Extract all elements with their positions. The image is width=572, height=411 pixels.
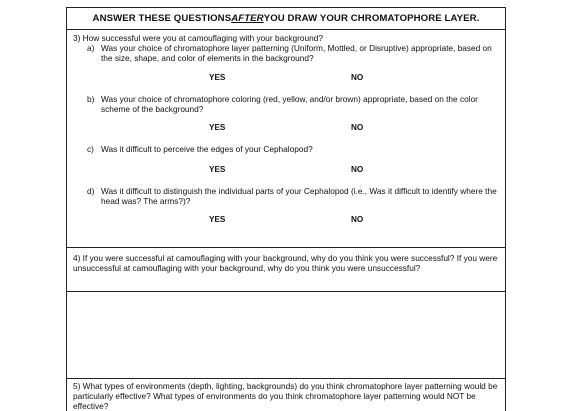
question-3d-letter: d): [87, 185, 95, 196]
question-3d-no-option[interactable]: NO: [351, 215, 364, 225]
question-3b: [73, 94, 499, 114]
question-3d-text: Was it difficult to distinguish the individual parts of your Cephalopod (i.e., Was it difficult to identify where the head was? The arms?)?: [101, 185, 497, 207]
question-3a: [73, 43, 499, 63]
question-3b-no-option[interactable]: NO: [351, 123, 364, 133]
question-3c-yes-option[interactable]: YES: [209, 164, 226, 174]
question-3c-answers: [73, 165, 499, 175]
question-4-section: [67, 248, 505, 292]
question-3-section: [67, 30, 505, 248]
question-3a-letter: a): [87, 43, 95, 54]
question-3b-yes-option[interactable]: YES: [209, 123, 226, 133]
question-4-answer-area[interactable]: [67, 292, 505, 379]
question-3c: [73, 144, 499, 154]
question-3b-answers: [73, 123, 499, 133]
question-3d-yes-option[interactable]: YES: [209, 215, 226, 225]
header-title-post: YOU DRAW YOUR CHROMATOPHORE LAYER.: [263, 13, 480, 24]
question-5-section: [67, 379, 505, 411]
header-title-pre: ANSWER THESE QUESTIONS: [92, 13, 232, 24]
question-3d: [73, 186, 499, 206]
question-3b-text: Was your choice of chromatophore coloring (red, yellow, and/or brown) appropriate, based on the color scheme of the background?: [101, 93, 478, 115]
question-3a-yes-option[interactable]: YES: [209, 72, 226, 82]
question-3a-text: Was your choice of chromatophore layer patterning (Uniform, Mottled, or Disruptive) appropriate, based on the size, shape, and color of elements in the background?: [101, 43, 492, 64]
worksheet-table: [66, 7, 506, 411]
instructions-header: [67, 8, 505, 30]
question-3c-letter: c): [87, 144, 94, 155]
question-4-text: 4) If you were successful at camouflaging with your background, why do you think you were successful? If you were unsuccessful at camouflaging with your background, why do you think you were unsuccessful?: [73, 253, 498, 274]
question-3a-answers: [73, 73, 499, 83]
question-5-text: 5) What types of environments (depth, lighting, backgrounds) do you think chromatophore layer patterning would be particularly effective? What types of environments do you think chromatophore layer patterning would NOT be effective?: [73, 381, 498, 411]
question-3c-no-option[interactable]: NO: [351, 164, 364, 174]
question-3b-letter: b): [87, 93, 95, 104]
header-title-emphasis: AFTER: [231, 13, 264, 24]
question-3d-answers: [73, 215, 499, 225]
question-3a-no-option[interactable]: NO: [351, 72, 364, 82]
question-3c-text: Was it difficult to perceive the edges of your Cephalopod?: [101, 144, 313, 155]
question-3-prompt: 3) How successful were you at camouflaging with your background?: [73, 33, 323, 43]
